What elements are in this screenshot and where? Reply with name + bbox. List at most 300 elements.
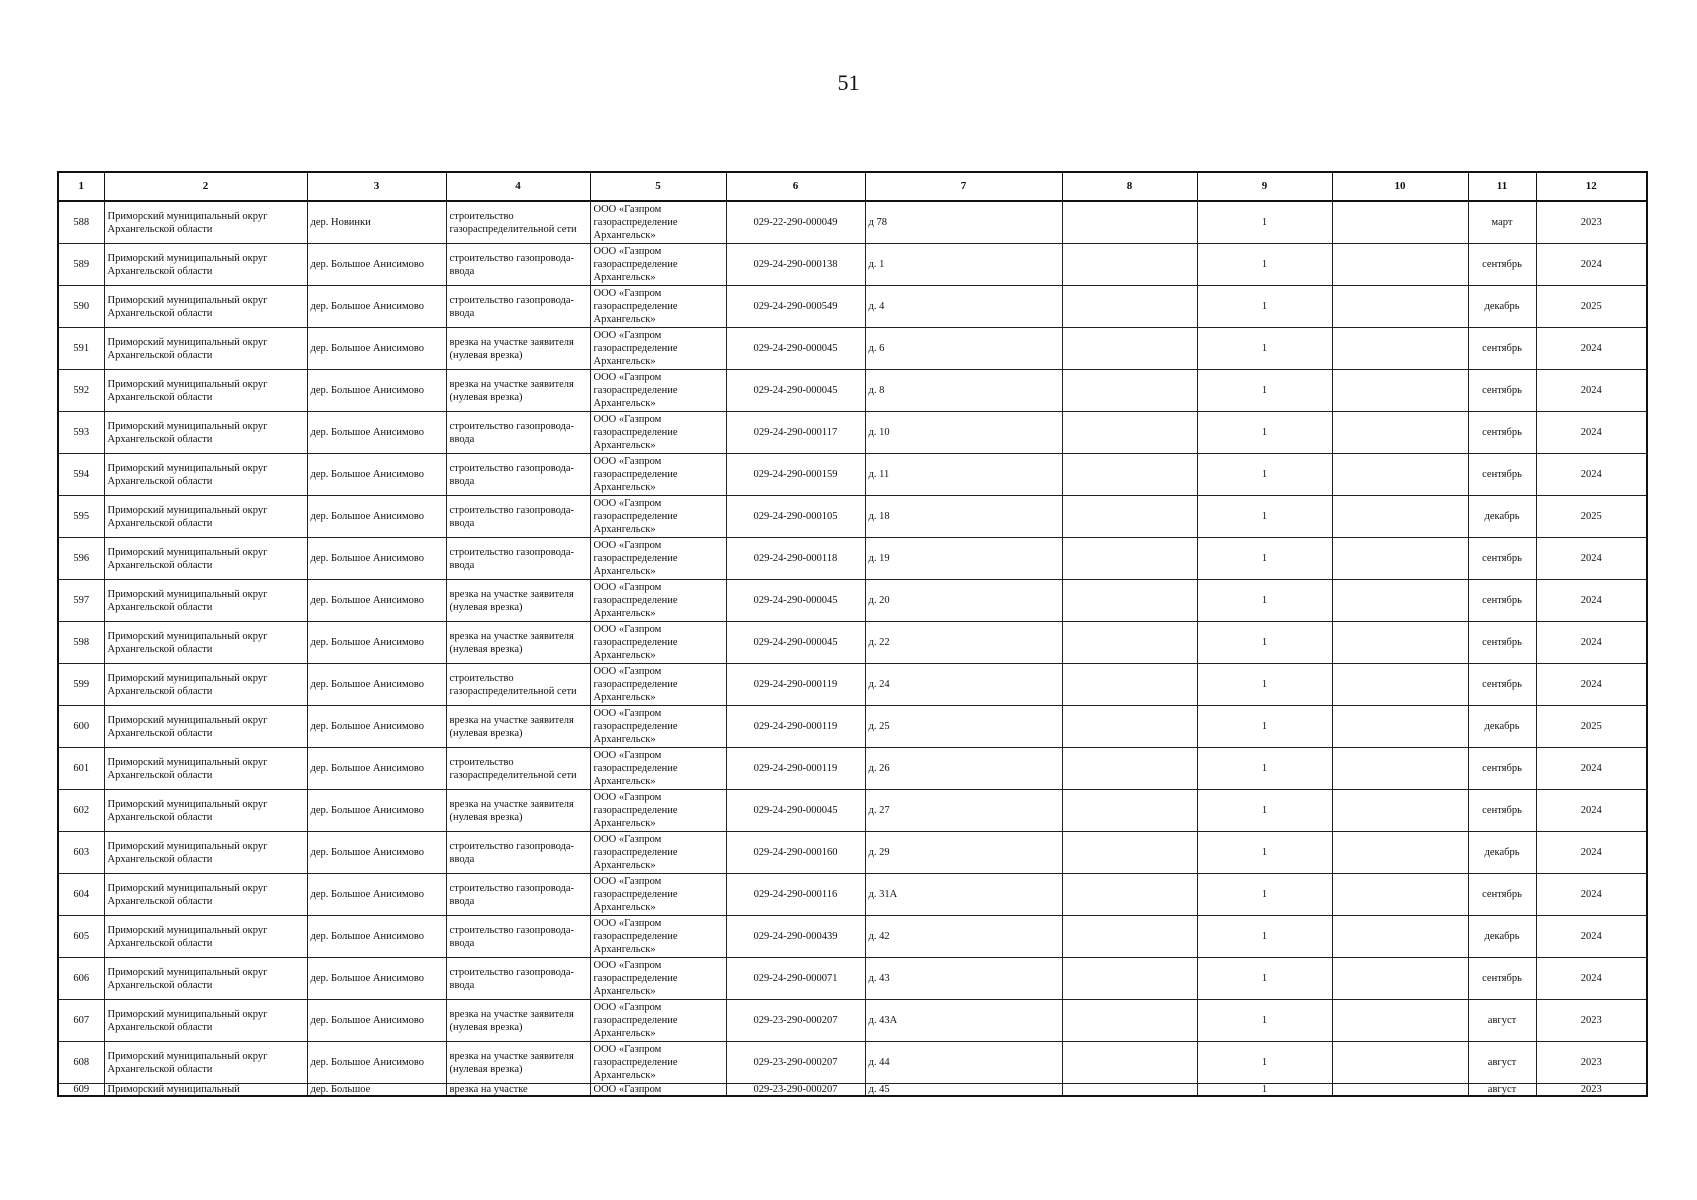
cell-row-number: 591 <box>58 328 104 370</box>
cell-municipality: Приморский муниципальный округ Архангельской области <box>104 580 307 622</box>
cell-year: 2024 <box>1536 916 1647 958</box>
cell-organization: ООО «Газпром газораспределение Архангельск» <box>590 748 726 790</box>
cell-year: 2025 <box>1536 496 1647 538</box>
cell-year: 2024 <box>1536 664 1647 706</box>
cell-settlement: дер. Большое Анисимово <box>307 244 446 286</box>
cell-year: 2024 <box>1536 748 1647 790</box>
cell-municipality: Приморский муниципальный округ Архангельской области <box>104 286 307 328</box>
cell-year: 2024 <box>1536 370 1647 412</box>
cell-count: 1 <box>1197 790 1332 832</box>
cell-municipality: Приморский муниципальный округ Архангельской области <box>104 370 307 412</box>
column-header-6: 6 <box>726 172 865 201</box>
cell-organization: ООО «Газпром газораспределение Архангельск» <box>590 664 726 706</box>
cell-col-10 <box>1332 664 1468 706</box>
cell-col-8 <box>1062 454 1197 496</box>
column-header-1: 1 <box>58 172 104 201</box>
cell-work-type: строительство газопровода-ввода <box>446 832 590 874</box>
cell-municipality: Приморский муниципальный округ Архангельской области <box>104 412 307 454</box>
cell-settlement: дер. Большое Анисимово <box>307 370 446 412</box>
cell-col-8 <box>1062 328 1197 370</box>
cell-col-10 <box>1332 706 1468 748</box>
cell-organization: ООО «Газпром газораспределение Архангельск» <box>590 244 726 286</box>
cell-month: август <box>1468 1042 1536 1084</box>
cell-row-number: 605 <box>58 916 104 958</box>
cell-year: 2024 <box>1536 958 1647 1000</box>
column-header-10: 10 <box>1332 172 1468 201</box>
cell-col-8 <box>1062 244 1197 286</box>
cell-municipality: Приморский муниципальный округ Архангельской области <box>104 622 307 664</box>
cell-count: 1 <box>1197 1042 1332 1084</box>
cell-work-type: врезка на участке заявителя (нулевая врезка) <box>446 1000 590 1042</box>
cell-month: сентябрь <box>1468 874 1536 916</box>
header-row <box>58 172 1647 201</box>
cell-request-number: 029-24-290-000119 <box>726 706 865 748</box>
data-table <box>57 171 1648 1097</box>
cell-organization: ООО «Газпром газораспределение Архангельск» <box>590 328 726 370</box>
cell-col-8 <box>1062 538 1197 580</box>
cell-row-number: 597 <box>58 580 104 622</box>
cell-row-number: 598 <box>58 622 104 664</box>
table-row <box>58 286 1647 328</box>
cell-municipality: Приморский муниципальный округ Архангельской области <box>104 454 307 496</box>
cell-request-number: 029-24-290-000045 <box>726 790 865 832</box>
table-row <box>58 201 1647 244</box>
cell-settlement: дер. Большое Анисимово <box>307 790 446 832</box>
cell-col-10 <box>1332 748 1468 790</box>
cell-col-8 <box>1062 958 1197 1000</box>
cell-municipality: Приморский муниципальный округ Архангельской области <box>104 916 307 958</box>
table-row <box>58 748 1647 790</box>
cell-request-number: 029-23-290-000207 <box>726 1084 865 1097</box>
cell-settlement: дер. Большое Анисимово <box>307 706 446 748</box>
cell-organization: ООО «Газпром газораспределение Архангельск» <box>590 622 726 664</box>
cell-col-8 <box>1062 832 1197 874</box>
cell-month: сентябрь <box>1468 748 1536 790</box>
cell-col-8 <box>1062 748 1197 790</box>
cell-year: 2024 <box>1536 580 1647 622</box>
cell-municipality: Приморский муниципальный округ Архангельской области <box>104 706 307 748</box>
cell-month: сентябрь <box>1468 412 1536 454</box>
cell-count: 1 <box>1197 328 1332 370</box>
cell-year: 2024 <box>1536 874 1647 916</box>
cell-request-number: 029-24-290-000117 <box>726 412 865 454</box>
cell-row-number: 594 <box>58 454 104 496</box>
cell-municipality: Приморский муниципальный округ Архангельской области <box>104 496 307 538</box>
column-header-9: 9 <box>1197 172 1332 201</box>
column-header-12: 12 <box>1536 172 1647 201</box>
cell-year: 2024 <box>1536 412 1647 454</box>
cell-municipality: Приморский муниципальный округ Архангельской области <box>104 328 307 370</box>
cell-work-type: врезка на участке заявителя (нулевая врезка) <box>446 580 590 622</box>
cell-row-number: 600 <box>58 706 104 748</box>
cell-month: сентябрь <box>1468 370 1536 412</box>
cell-col-8 <box>1062 1042 1197 1084</box>
cell-month: сентябрь <box>1468 958 1536 1000</box>
cell-municipality: Приморский муниципальный округ Архангельской области <box>104 1000 307 1042</box>
cell-organization: ООО «Газпром газораспределение Архангельск» <box>590 286 726 328</box>
table-row <box>58 496 1647 538</box>
cell-row-number: 609 <box>58 1084 104 1097</box>
cell-work-type: строительство газопровода-ввода <box>446 958 590 1000</box>
cell-organization: ООО «Газпром газораспределение Архангельск» <box>590 412 726 454</box>
cell-count: 1 <box>1197 706 1332 748</box>
cell-settlement: дер. Большое Анисимово <box>307 916 446 958</box>
cell-col-10 <box>1332 1000 1468 1042</box>
cell-request-number: 029-24-290-000045 <box>726 370 865 412</box>
cell-request-number: 029-24-290-000045 <box>726 580 865 622</box>
cell-settlement: дер. Большое <box>307 1084 446 1097</box>
cell-col-8 <box>1062 286 1197 328</box>
cell-row-number: 601 <box>58 748 104 790</box>
cell-settlement: дер. Большое Анисимово <box>307 538 446 580</box>
table-row <box>58 1042 1647 1084</box>
cell-settlement: дер. Большое Анисимово <box>307 496 446 538</box>
cell-year: 2023 <box>1536 1000 1647 1042</box>
cell-col-10 <box>1332 328 1468 370</box>
cell-municipality: Приморский муниципальный округ Архангельской области <box>104 832 307 874</box>
cell-municipality: Приморский муниципальный округ Архангельской области <box>104 1042 307 1084</box>
cell-month: август <box>1468 1084 1536 1097</box>
cell-year: 2025 <box>1536 286 1647 328</box>
cell-count: 1 <box>1197 454 1332 496</box>
cell-house-number: д 78 <box>865 201 1062 244</box>
cell-work-type: строительство газопровода-ввода <box>446 286 590 328</box>
cell-municipality: Приморский муниципальный округ Архангельской области <box>104 748 307 790</box>
cell-work-type: строительство газопровода-ввода <box>446 916 590 958</box>
cell-request-number: 029-22-290-000049 <box>726 201 865 244</box>
cell-municipality: Приморский муниципальный округ Архангельской области <box>104 958 307 1000</box>
cell-settlement: дер. Большое Анисимово <box>307 874 446 916</box>
cell-row-number: 599 <box>58 664 104 706</box>
cell-request-number: 029-24-290-000045 <box>726 328 865 370</box>
cell-row-number: 602 <box>58 790 104 832</box>
cell-work-type: строительство газопровода-ввода <box>446 244 590 286</box>
cell-month: декабрь <box>1468 706 1536 748</box>
cell-work-type: строительство газопровода-ввода <box>446 538 590 580</box>
cell-col-8 <box>1062 496 1197 538</box>
cell-request-number: 029-24-290-000071 <box>726 958 865 1000</box>
cell-month: сентябрь <box>1468 244 1536 286</box>
cell-col-10 <box>1332 454 1468 496</box>
cell-house-number: д. 31А <box>865 874 1062 916</box>
cell-count: 1 <box>1197 874 1332 916</box>
cell-work-type: врезка на участке заявителя (нулевая врезка) <box>446 370 590 412</box>
table-row <box>58 1000 1647 1042</box>
table-row <box>58 622 1647 664</box>
cell-settlement: дер. Большое Анисимово <box>307 748 446 790</box>
cell-work-type: строительство газораспределительной сети <box>446 664 590 706</box>
cell-house-number: д. 22 <box>865 622 1062 664</box>
cell-month: сентябрь <box>1468 454 1536 496</box>
cell-settlement: дер. Большое Анисимово <box>307 412 446 454</box>
cell-organization: ООО «Газпром газораспределение Архангельск» <box>590 538 726 580</box>
cell-col-8 <box>1062 790 1197 832</box>
column-header-7: 7 <box>865 172 1062 201</box>
cell-count: 1 <box>1197 370 1332 412</box>
table-row <box>58 538 1647 580</box>
cell-month: сентябрь <box>1468 538 1536 580</box>
cell-work-type: врезка на участке заявителя (нулевая врезка) <box>446 328 590 370</box>
cell-house-number: д. 26 <box>865 748 1062 790</box>
cell-organization: ООО «Газпром газораспределение Архангельск» <box>590 496 726 538</box>
cell-house-number: д. 24 <box>865 664 1062 706</box>
cell-settlement: дер. Большое Анисимово <box>307 286 446 328</box>
cell-work-type: строительство газопровода-ввода <box>446 874 590 916</box>
cell-col-8 <box>1062 916 1197 958</box>
table-row <box>58 328 1647 370</box>
cell-organization: ООО «Газпром газораспределение Архангельск» <box>590 790 726 832</box>
cell-request-number: 029-23-290-000207 <box>726 1000 865 1042</box>
cell-request-number: 029-24-290-000045 <box>726 622 865 664</box>
cell-work-type: врезка на участке заявителя (нулевая врезка) <box>446 622 590 664</box>
cell-col-8 <box>1062 664 1197 706</box>
cell-house-number: д. 20 <box>865 580 1062 622</box>
cell-house-number: д. 6 <box>865 328 1062 370</box>
table-row <box>58 580 1647 622</box>
cell-settlement: дер. Большое Анисимово <box>307 664 446 706</box>
page-number: 51 <box>837 70 860 95</box>
cell-count: 1 <box>1197 622 1332 664</box>
cell-house-number: д. 8 <box>865 370 1062 412</box>
cell-request-number: 029-24-290-000160 <box>726 832 865 874</box>
cell-year: 2024 <box>1536 622 1647 664</box>
cell-row-number: 592 <box>58 370 104 412</box>
cell-municipality: Приморский муниципальный округ Архангельской области <box>104 874 307 916</box>
cell-col-8 <box>1062 412 1197 454</box>
cell-work-type: строительство газораспределительной сети <box>446 201 590 244</box>
cell-count: 1 <box>1197 286 1332 328</box>
cell-col-8 <box>1062 1000 1197 1042</box>
cell-row-number: 595 <box>58 496 104 538</box>
cell-col-10 <box>1332 790 1468 832</box>
cell-organization: ООО «Газпром газораспределение Архангельск» <box>590 201 726 244</box>
cell-col-10 <box>1332 958 1468 1000</box>
cell-house-number: д. 1 <box>865 244 1062 286</box>
cell-col-8 <box>1062 874 1197 916</box>
cell-year: 2023 <box>1536 1042 1647 1084</box>
table-row <box>58 244 1647 286</box>
cell-request-number: 029-24-290-000549 <box>726 286 865 328</box>
cell-count: 1 <box>1197 1084 1332 1097</box>
cell-request-number: 029-24-290-000439 <box>726 916 865 958</box>
cell-row-number: 596 <box>58 538 104 580</box>
cell-count: 1 <box>1197 748 1332 790</box>
cell-organization: ООО «Газпром газораспределение Архангельск» <box>590 706 726 748</box>
cell-col-10 <box>1332 916 1468 958</box>
cell-request-number: 029-24-290-000118 <box>726 538 865 580</box>
cell-col-8 <box>1062 201 1197 244</box>
cell-year: 2024 <box>1536 244 1647 286</box>
cell-house-number: д. 42 <box>865 916 1062 958</box>
cell-col-8 <box>1062 370 1197 412</box>
column-header-4: 4 <box>446 172 590 201</box>
column-header-8: 8 <box>1062 172 1197 201</box>
column-header-3: 3 <box>307 172 446 201</box>
cell-request-number: 029-24-290-000119 <box>726 664 865 706</box>
table-row <box>58 1084 1647 1097</box>
cell-col-10 <box>1332 874 1468 916</box>
cell-organization: ООО «Газпром газораспределение Архангельск» <box>590 916 726 958</box>
cell-col-8 <box>1062 622 1197 664</box>
cell-municipality: Приморский муниципальный округ Архангельской области <box>104 790 307 832</box>
cell-work-type: строительство газораспределительной сети <box>446 748 590 790</box>
cell-row-number: 590 <box>58 286 104 328</box>
cell-work-type: врезка на участке <box>446 1084 590 1097</box>
cell-work-type: врезка на участке заявителя (нулевая врезка) <box>446 790 590 832</box>
cell-row-number: 604 <box>58 874 104 916</box>
cell-municipality: Приморский муниципальный округ Архангельской области <box>104 244 307 286</box>
cell-settlement: дер. Большое Анисимово <box>307 832 446 874</box>
cell-month: сентябрь <box>1468 580 1536 622</box>
column-header-11: 11 <box>1468 172 1536 201</box>
cell-request-number: 029-24-290-000119 <box>726 748 865 790</box>
cell-row-number: 607 <box>58 1000 104 1042</box>
cell-month: декабрь <box>1468 496 1536 538</box>
cell-row-number: 608 <box>58 1042 104 1084</box>
cell-row-number: 603 <box>58 832 104 874</box>
column-header-2: 2 <box>104 172 307 201</box>
cell-year: 2023 <box>1536 1084 1647 1097</box>
cell-month: декабрь <box>1468 832 1536 874</box>
cell-municipality: Приморский муниципальный округ Архангельской области <box>104 201 307 244</box>
cell-house-number: д. 18 <box>865 496 1062 538</box>
cell-col-10 <box>1332 622 1468 664</box>
cell-organization: ООО «Газпром газораспределение Архангельск» <box>590 1000 726 1042</box>
cell-settlement: дер. Большое Анисимово <box>307 454 446 496</box>
table-row <box>58 370 1647 412</box>
cell-count: 1 <box>1197 1000 1332 1042</box>
cell-col-10 <box>1332 832 1468 874</box>
table-body <box>58 201 1647 1096</box>
cell-month: сентябрь <box>1468 328 1536 370</box>
cell-col-10 <box>1332 1042 1468 1084</box>
cell-request-number: 029-24-290-000105 <box>726 496 865 538</box>
cell-settlement: дер. Большое Анисимово <box>307 328 446 370</box>
cell-house-number: д. 19 <box>865 538 1062 580</box>
cell-settlement: дер. Большое Анисимово <box>307 958 446 1000</box>
cell-count: 1 <box>1197 538 1332 580</box>
cell-col-10 <box>1332 538 1468 580</box>
cell-organization: ООО «Газпром газораспределение Архангельск» <box>590 874 726 916</box>
cell-col-10 <box>1332 201 1468 244</box>
cell-house-number: д. 11 <box>865 454 1062 496</box>
cell-house-number: д. 27 <box>865 790 1062 832</box>
cell-house-number: д. 45 <box>865 1084 1062 1097</box>
cell-request-number: 029-24-290-000116 <box>726 874 865 916</box>
cell-organization: ООО «Газпром газораспределение Архангельск» <box>590 580 726 622</box>
cell-col-10 <box>1332 1084 1468 1097</box>
cell-month: март <box>1468 201 1536 244</box>
cell-count: 1 <box>1197 244 1332 286</box>
cell-house-number: д. 43 <box>865 958 1062 1000</box>
table-row <box>58 916 1647 958</box>
cell-organization: ООО «Газпром газораспределение Архангельск» <box>590 370 726 412</box>
table-row <box>58 454 1647 496</box>
cell-settlement: дер. Большое Анисимово <box>307 1000 446 1042</box>
cell-row-number: 593 <box>58 412 104 454</box>
cell-year: 2023 <box>1536 201 1647 244</box>
cell-count: 1 <box>1197 580 1332 622</box>
cell-house-number: д. 44 <box>865 1042 1062 1084</box>
cell-year: 2024 <box>1536 454 1647 496</box>
cell-row-number: 589 <box>58 244 104 286</box>
cell-month: август <box>1468 1000 1536 1042</box>
cell-month: декабрь <box>1468 916 1536 958</box>
cell-municipality: Приморский муниципальный <box>104 1084 307 1097</box>
cell-col-10 <box>1332 496 1468 538</box>
cell-year: 2025 <box>1536 706 1647 748</box>
cell-request-number: 029-23-290-000207 <box>726 1042 865 1084</box>
table-row <box>58 706 1647 748</box>
table-row <box>58 790 1647 832</box>
table-row <box>58 958 1647 1000</box>
cell-count: 1 <box>1197 832 1332 874</box>
table-row <box>58 874 1647 916</box>
cell-count: 1 <box>1197 958 1332 1000</box>
cell-work-type: врезка на участке заявителя (нулевая врезка) <box>446 1042 590 1084</box>
cell-count: 1 <box>1197 916 1332 958</box>
cell-organization: ООО «Газпром газораспределение Архангельск» <box>590 454 726 496</box>
cell-col-8 <box>1062 706 1197 748</box>
cell-year: 2024 <box>1536 790 1647 832</box>
cell-organization: ООО «Газпром газораспределение Архангельск» <box>590 1042 726 1084</box>
cell-year: 2024 <box>1536 328 1647 370</box>
cell-col-8 <box>1062 1084 1197 1097</box>
cell-request-number: 029-24-290-000138 <box>726 244 865 286</box>
cell-month: сентябрь <box>1468 790 1536 832</box>
cell-year: 2024 <box>1536 832 1647 874</box>
cell-count: 1 <box>1197 496 1332 538</box>
cell-col-10 <box>1332 580 1468 622</box>
cell-work-type: строительство газопровода-ввода <box>446 412 590 454</box>
table-row <box>58 832 1647 874</box>
cell-count: 1 <box>1197 412 1332 454</box>
cell-month: сентябрь <box>1468 664 1536 706</box>
cell-count: 1 <box>1197 201 1332 244</box>
cell-col-10 <box>1332 244 1468 286</box>
cell-col-8 <box>1062 580 1197 622</box>
cell-house-number: д. 43А <box>865 1000 1062 1042</box>
cell-organization: ООО «Газпром газораспределение Архангельск» <box>590 958 726 1000</box>
cell-settlement: дер. Большое Анисимово <box>307 1042 446 1084</box>
cell-municipality: Приморский муниципальный округ Архангельской области <box>104 538 307 580</box>
cell-count: 1 <box>1197 664 1332 706</box>
cell-house-number: д. 4 <box>865 286 1062 328</box>
column-header-5: 5 <box>590 172 726 201</box>
cell-col-10 <box>1332 286 1468 328</box>
cell-row-number: 606 <box>58 958 104 1000</box>
cell-house-number: д. 29 <box>865 832 1062 874</box>
cell-work-type: строительство газопровода-ввода <box>446 454 590 496</box>
cell-col-10 <box>1332 412 1468 454</box>
cell-municipality: Приморский муниципальный округ Архангельской области <box>104 664 307 706</box>
cell-col-10 <box>1332 370 1468 412</box>
cell-organization: ООО «Газпром газораспределение Архангельск» <box>590 832 726 874</box>
cell-month: сентябрь <box>1468 622 1536 664</box>
cell-house-number: д. 25 <box>865 706 1062 748</box>
cell-settlement: дер. Большое Анисимово <box>307 580 446 622</box>
cell-house-number: д. 10 <box>865 412 1062 454</box>
cell-work-type: строительство газопровода-ввода <box>446 496 590 538</box>
cell-organization: ООО «Газпром <box>590 1084 726 1097</box>
cell-row-number: 588 <box>58 201 104 244</box>
cell-settlement: дер. Большое Анисимово <box>307 622 446 664</box>
table-row <box>58 664 1647 706</box>
cell-request-number: 029-24-290-000159 <box>726 454 865 496</box>
cell-month: декабрь <box>1468 286 1536 328</box>
cell-year: 2024 <box>1536 538 1647 580</box>
cell-work-type: врезка на участке заявителя (нулевая врезка) <box>446 706 590 748</box>
